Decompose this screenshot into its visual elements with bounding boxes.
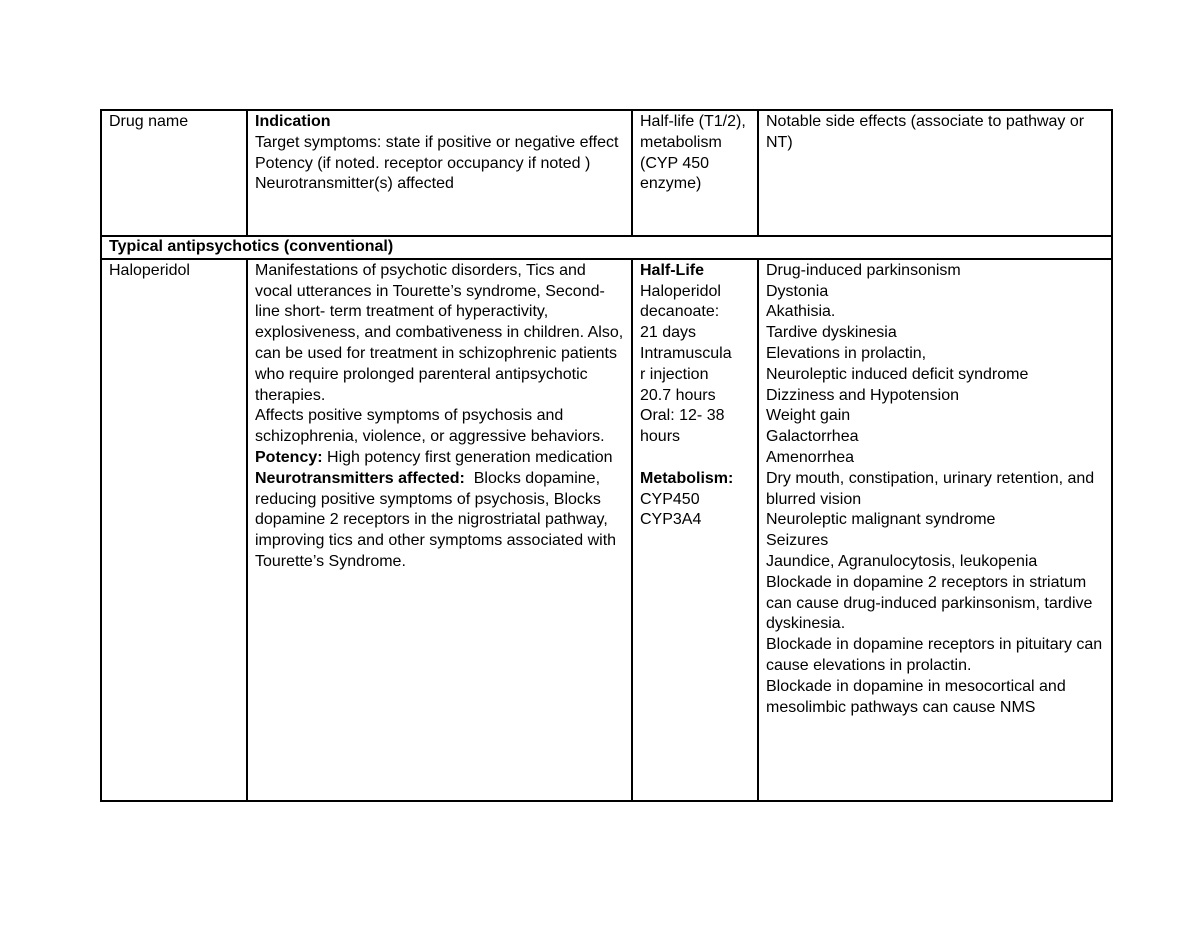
half-life-label: Half-Life [640, 261, 704, 279]
header-indication-line: Target symptoms: state if positive or negative effect [255, 133, 619, 151]
spacer [640, 448, 750, 469]
side-effect-item: Drug-induced parkinsonism [766, 261, 961, 279]
drug-table [100, 109, 1113, 802]
header-indication-title: Indication [255, 113, 331, 130]
header-side-effects-text: Notable side effects (associate to pathway or NT) [766, 113, 1089, 151]
side-effect-item: Tardive dyskinesia [766, 324, 897, 342]
indication-paragraph: Manifestations of psychotic disorders, Tics and vocal utterances in Tourette’s syndrome, Second-line short- term treatment of hyperactivity, explosiveness, and combativeness in children. Also, can be used for treatment in schizophrenic patients who require prolonged parenteral antipsychotic therapies. [255, 261, 628, 404]
header-half-life-text: Half-life (T1/2), metabolism (CYP 450 enzyme) [640, 113, 751, 193]
metabolism-line: CYP3A4 [640, 511, 702, 529]
drug-name-cell [101, 259, 247, 801]
header-indication-line: Neurotransmitter(s) affected [255, 175, 454, 193]
indication-cell [247, 259, 632, 801]
side-effect-item: Galactorrhea [766, 428, 859, 446]
half-life-line: Intramuscula [640, 344, 732, 362]
neurotransmitter-text: Blocks dopamine, reducing positive symptoms of psychosis, Blocks dopamine 2 receptors in the nigrostriatal pathway, improving tics and other symptoms associated with Tourette’s Syndrome. [255, 469, 621, 570]
half-life-cell [632, 259, 758, 801]
header-drug-name-text: Drug name [109, 113, 189, 130]
half-life-line: Haloperidol [640, 282, 721, 300]
drug-name: Haloperidol [109, 261, 190, 279]
side-effect-item: Dystonia [766, 282, 829, 300]
side-effect-item: Jaundice, Agranulocytosis, leukopenia [766, 552, 1038, 570]
header-side-effects [758, 110, 1112, 236]
section-row [101, 236, 1112, 259]
side-effect-item: Akathisia. [766, 303, 836, 321]
header-half-life [632, 110, 758, 236]
side-effect-item: Amenorrhea [766, 448, 855, 466]
header-indication-line: Potency (if noted. receptor occupancy if noted ) [255, 154, 591, 172]
indication-paragraph: Affects positive symptoms of psychosis and schizophrenia, violence, or aggressive behaviors. [255, 407, 605, 446]
header-drug-name [101, 110, 247, 236]
side-effect-item: Seizures [766, 532, 829, 550]
side-effect-item: Elevations in prolactin, [766, 344, 927, 362]
side-effect-item: Weight gain [766, 407, 851, 425]
header-indication [247, 110, 632, 236]
half-life-line: 21 days [640, 324, 697, 342]
half-life-line: hours [640, 428, 681, 446]
metabolism-label: Metabolism: [640, 469, 734, 487]
neurotransmitter-paragraph [255, 469, 624, 573]
table-row [101, 259, 1112, 801]
side-effect-item: Blockade in dopamine 2 receptors in striatum can cause drug-induced parkinsonism, tardive dyskinesia. [766, 573, 1097, 633]
half-life-line: 20.7 hours [640, 386, 716, 404]
side-effect-item: Blockade in dopamine receptors in pituitary can cause elevations in prolactin. [766, 636, 1107, 674]
half-life-line: Oral: 12- 38 [640, 407, 725, 425]
side-effect-item: Neuroleptic malignant syndrome [766, 511, 996, 529]
section-title: Typical antipsychotics (conventional) [109, 238, 394, 255]
side-effects-cell [758, 259, 1112, 801]
side-effect-item: Dizziness and Hypotension [766, 386, 959, 404]
potency-paragraph [255, 448, 624, 469]
side-effect-item: Neuroleptic induced deficit syndrome [766, 365, 1029, 383]
section-title-cell [101, 236, 1112, 259]
metabolism-line: CYP450 [640, 490, 700, 508]
neurotransmitter-label: Neurotransmitters affected: [255, 469, 465, 487]
side-effect-item: Blockade in dopamine in mesocortical and mesolimbic pathways can cause NMS [766, 677, 1071, 716]
side-effect-item: Dry mouth, constipation, urinary retention, and blurred vision [766, 469, 1099, 508]
potency-label: Potency: [255, 448, 323, 466]
potency-text: High potency first generation medication [322, 448, 613, 466]
table-header-row [101, 110, 1112, 236]
half-life-line: r injection [640, 365, 709, 383]
half-life-line: decanoate: [640, 303, 720, 321]
